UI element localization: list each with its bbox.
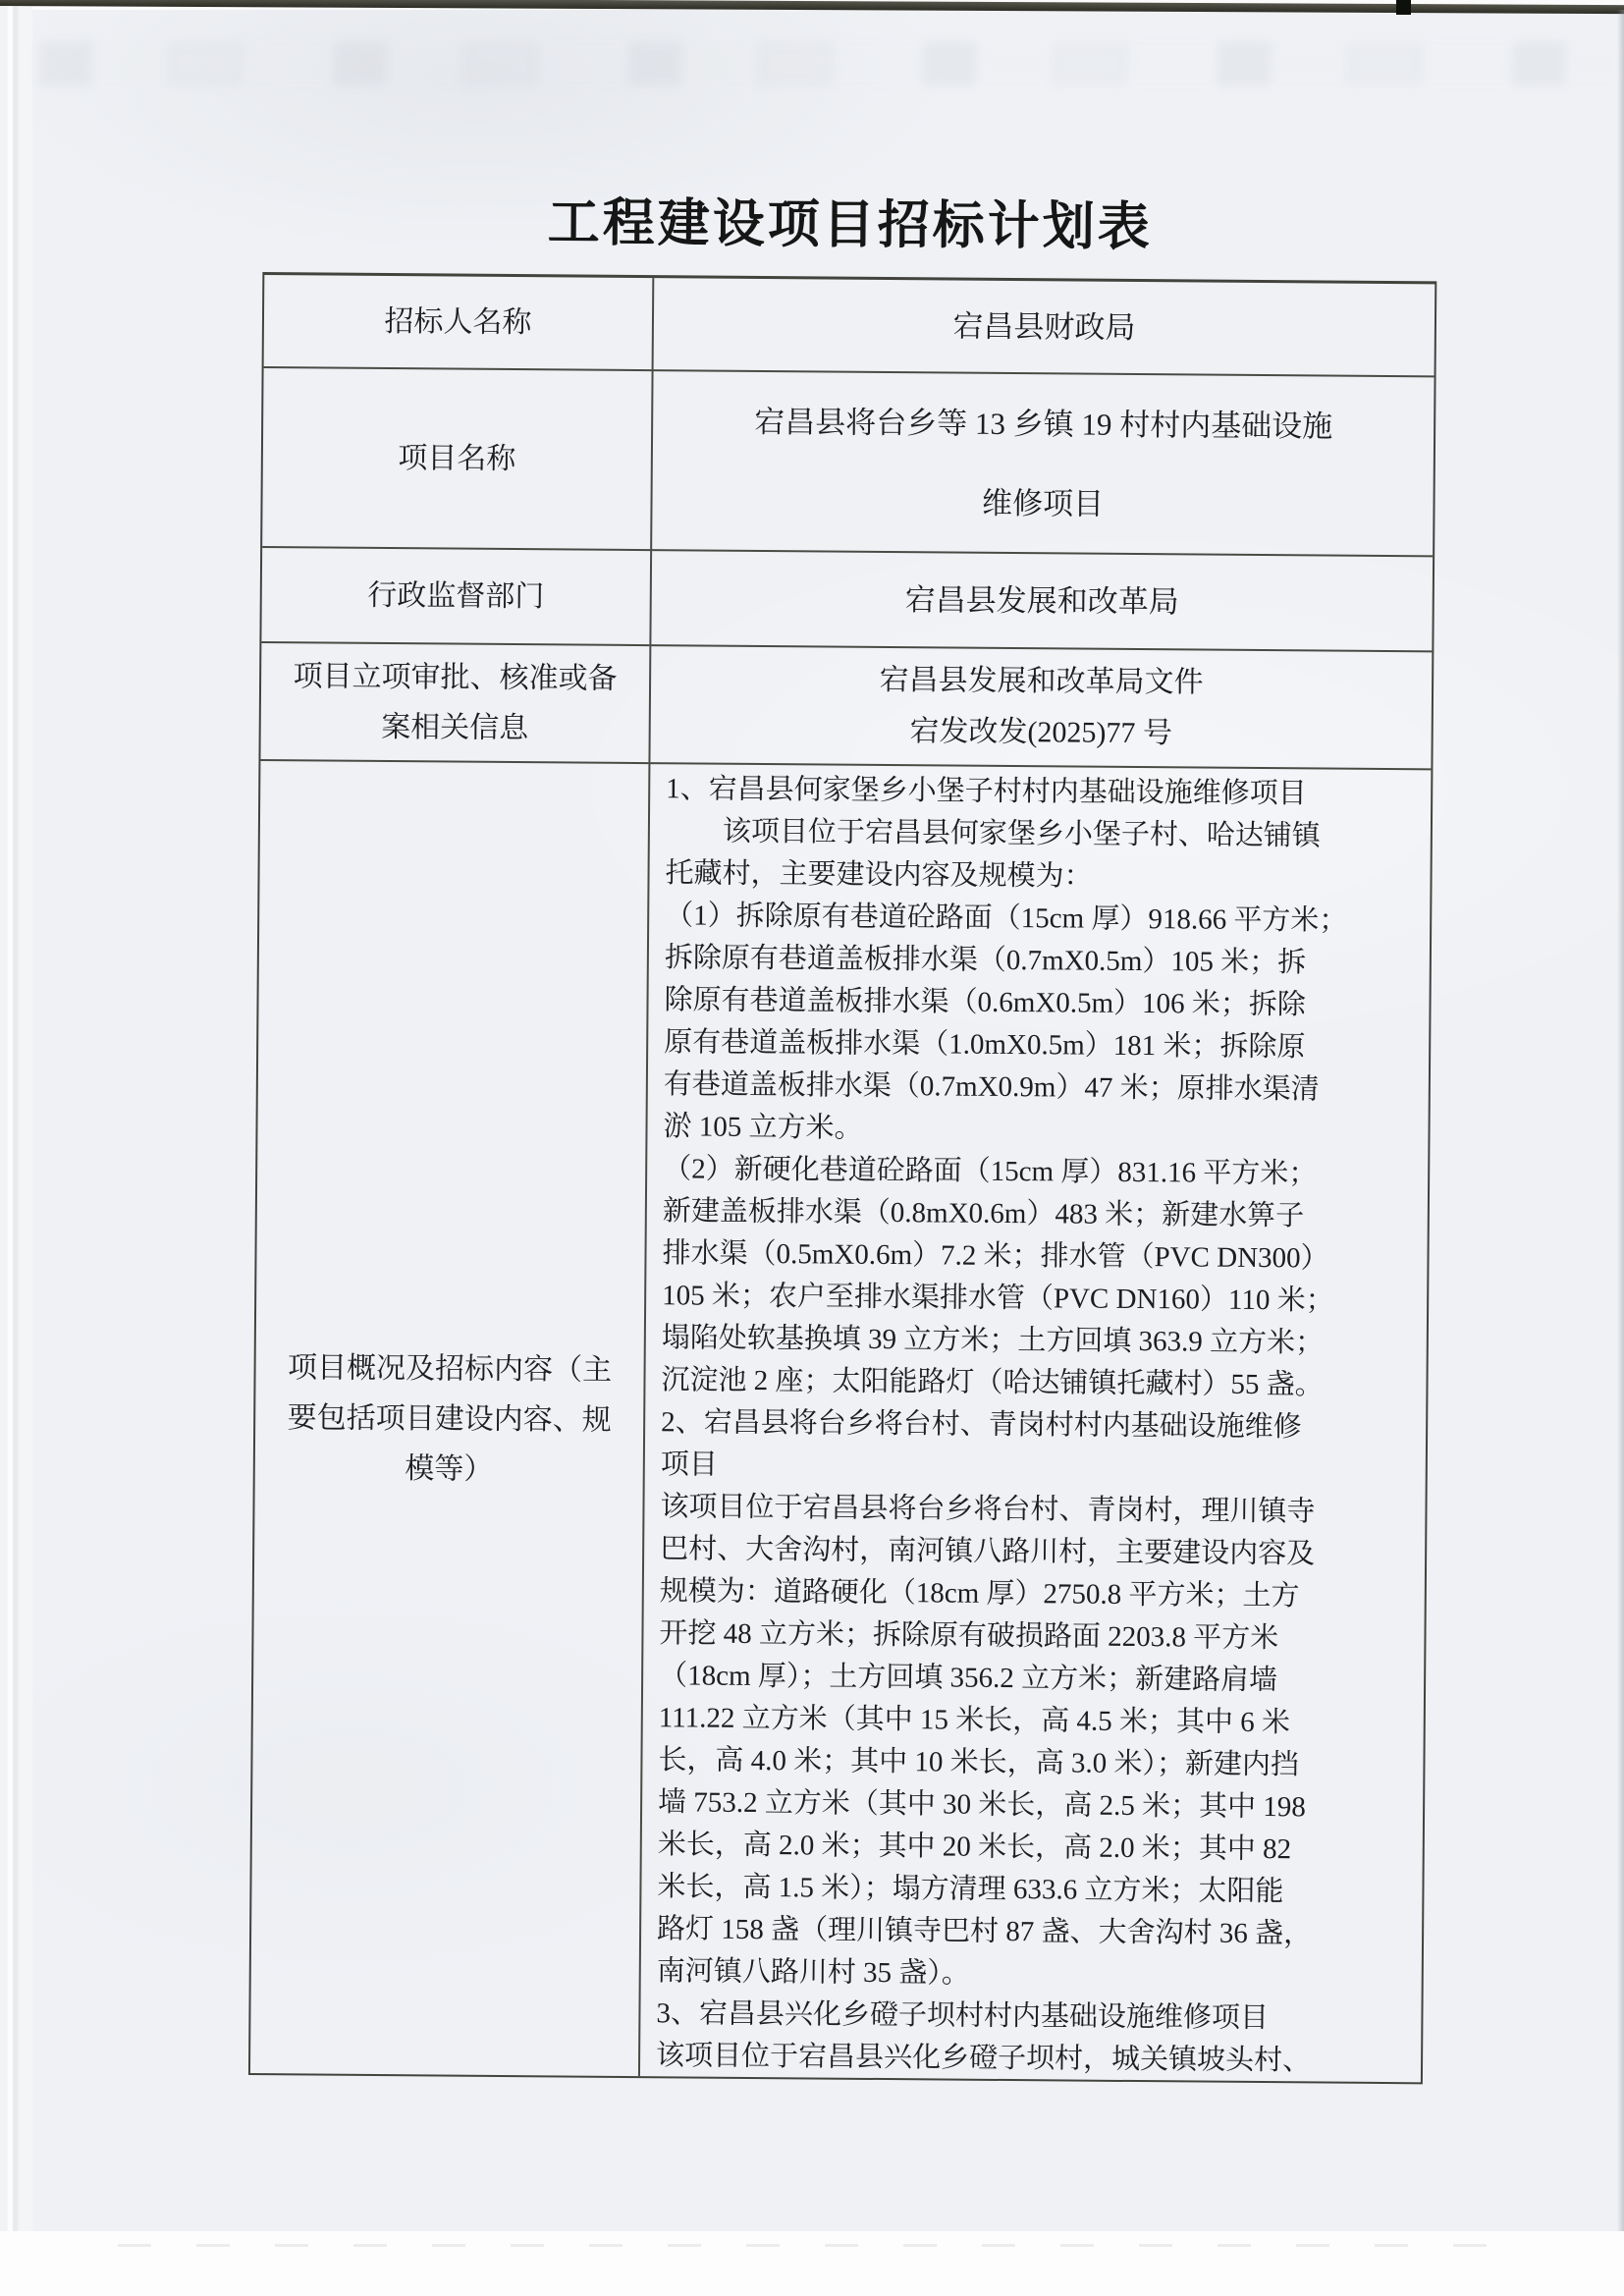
page-right-edge — [1617, 10, 1624, 2231]
bottom-dashed-line — [118, 2244, 1512, 2247]
supervising-department-value: 宕昌县发展和改革局 — [649, 549, 1433, 650]
approval-info-value: 宕昌县发展和改革局文件 宕发改发(2025)77 号 — [648, 644, 1432, 768]
page-title: 工程建设项目招标计划表 — [547, 194, 1153, 257]
approval-info-label: 项目立项审批、核准或备 案相关信息 — [260, 641, 649, 762]
scanner-notch-mark — [1396, 0, 1411, 15]
supervising-department-label: 行政监督部门 — [261, 546, 650, 644]
scan-smudge-band — [39, 41, 1620, 86]
tenderer-name-value: 宕昌县财政局 — [652, 278, 1435, 375]
page-left-margin — [0, 0, 32, 2296]
project-overview-label: 项目概况及招标内容（主 要包括项目建设内容、规 模等） — [250, 759, 648, 2076]
document-content — [248, 191, 1437, 2084]
project-overview-value: 1、宕昌县何家堡乡小堡子村村内基础设施维修项目 该项目位于宕昌县何家堡乡小堡子村、哈达铺镇 托藏村，主要建设内容及规模为： （1）拆除原有巷道砼路面（15cm 厚）918.66 平方米； 拆除原有巷道盖板排水渠（0.7mX0.5m）105 米；拆 除原有巷道盖板排水渠（0.6mX0.5m）106 米；拆除 原有巷道盖板排水渠（1.0mX0.5m）181 米；拆除原 有巷道盖板排水渠（0.7mX0.9m）47 米；原排水渠清 淤 105 立方米。 （2）新硬化巷道砼路面（15cm 厚）831.16 平方米； 新建盖板排水渠（0.8mX0.6m）483 米；新建水箅子 排水渠（0.5mX0.6m）7.2 米；排水管（PVC DN300） 105 米；农户至排水渠排水管（PVC DN160）110 米； 塌陷处软基换填 39 立方米；土方回填 363.9 立方米； 沉淀池 2 座；太阳能路灯（哈达铺镇托藏村）55 盏。 2、宕昌县将台乡将台村、青岗村村内基础设施维修 项目 该项目位于宕昌县将台乡将台村、青岗村，理川镇寺 巴村、大舍沟村，南河镇八路川村，主要建设内容及 规模为：道路硬化（18cm 厚）2750.8 平方米；土方 开挖 48 立方米；拆除原有破损路面 2203.8 平方米 （18cm 厚）；土方回填 356.2 立方米；新建路肩墙 111.22 立方米（其中 15 米长，高 4.5 米；其中 6 米 长，高 4.0 米；其中 10 米长，高 3.0 米）；新建内挡 墙 753.2 立方米（其中 30 米长，高 2.5 米；其中 198 米长，高 2.0 米；其中 20 米长，高 2.0 米；其中 82 米长，高 1.5 米）；塌方清理 633.6 立方米；太阳能 路灯 158 盏（理川镇寺巴村 87 盏、大舍沟村 36 盏， 南河镇八路川村 35 盏）。 3、宕昌县兴化乡磴子坝村村内基础设施维修项目 该项目位于宕昌县兴化乡磴子坝村，城关镇坡头村、 — [638, 762, 1431, 2082]
project-name-value: 宕昌县将台乡等 13 乡镇 19 村村内基础设施 维修项目 — [650, 369, 1434, 555]
bidding-plan-table — [248, 272, 1436, 2084]
tenderer-name-label: 招标人名称 — [384, 304, 532, 340]
project-name-label: 项目名称 — [262, 366, 651, 549]
page-bottom-edge — [0, 2231, 1624, 2296]
